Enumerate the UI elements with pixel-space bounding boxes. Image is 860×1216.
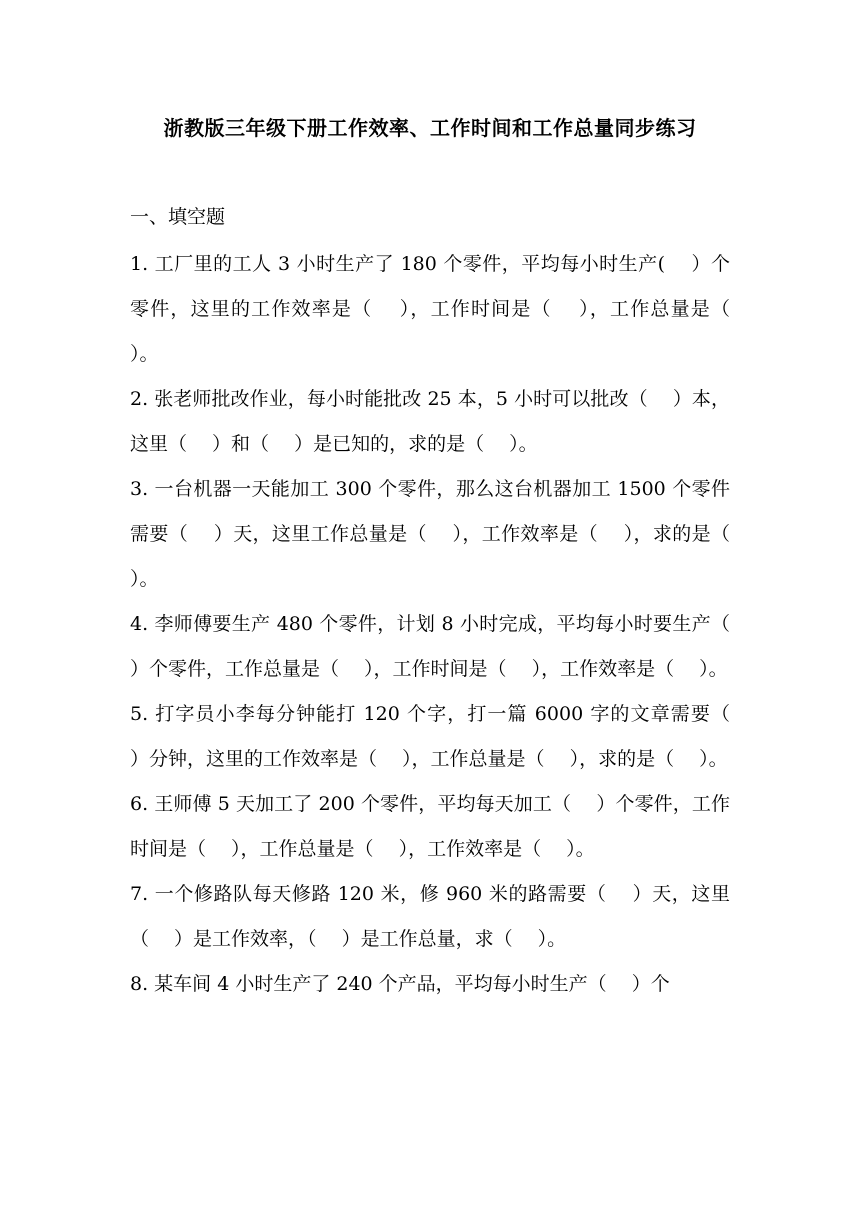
question-7: 7. 一个修路队每天修路 120 米，修 960 米的路需要（ ）天，这里（ ）是工作效率，（ ）是工作总量，求（ ）。 bbox=[130, 883, 730, 950]
question-list bbox=[130, 242, 756, 1007]
question-4: 4. 李师傅要生产 480 个零件，计划 8 小时完成，平均每小时要生产（ ）个零件，工作总量是（ ），工作时间是（ ），工作效率是（ ）。 bbox=[130, 613, 756, 680]
question-5: 5. 打字员小李每分钟能打 120 个字，打一篇 6000 字的文章需要（ ）分钟，这里的工作效率是（ ），工作总量是（ ），求的是（ ）。 bbox=[130, 703, 756, 770]
section-heading: 一、填空题 bbox=[130, 206, 226, 228]
question-1: 1. 工厂里的工人 3 小时生产了 180 个零件，平均每小时生产( ）个零件，这里的工作效率是（ ），工作时间是（ ），工作总量是（ ）。 bbox=[130, 253, 756, 365]
question-3: 3. 一台机器一天能加工 300 个零件，那么这台机器加工 1500 个零件需要（ ）天，这里工作总量是（ ），工作效率是（ ），求的是（ ）。 bbox=[130, 478, 756, 590]
question-2: 2. 张老师批改作业，每小时能批改 25 本，5 小时可以批改（ ）本，这里（ ）和（ ）是已知的，求的是（ ）。 bbox=[130, 388, 730, 455]
question-8: 8. 某车间 4 小时生产了 240 个产品，平均每小时生产（ ）个 bbox=[130, 973, 670, 995]
question-6: 6. 王师傅 5 天加工了 200 个零件，平均每天加工（ ）个零件，工作时间是（ ），工作总量是（ ），工作效率是（ ）。 bbox=[130, 793, 730, 860]
document-title: 浙教版三年级下册工作效率、工作时间和工作总量同步练习 bbox=[163, 116, 697, 140]
